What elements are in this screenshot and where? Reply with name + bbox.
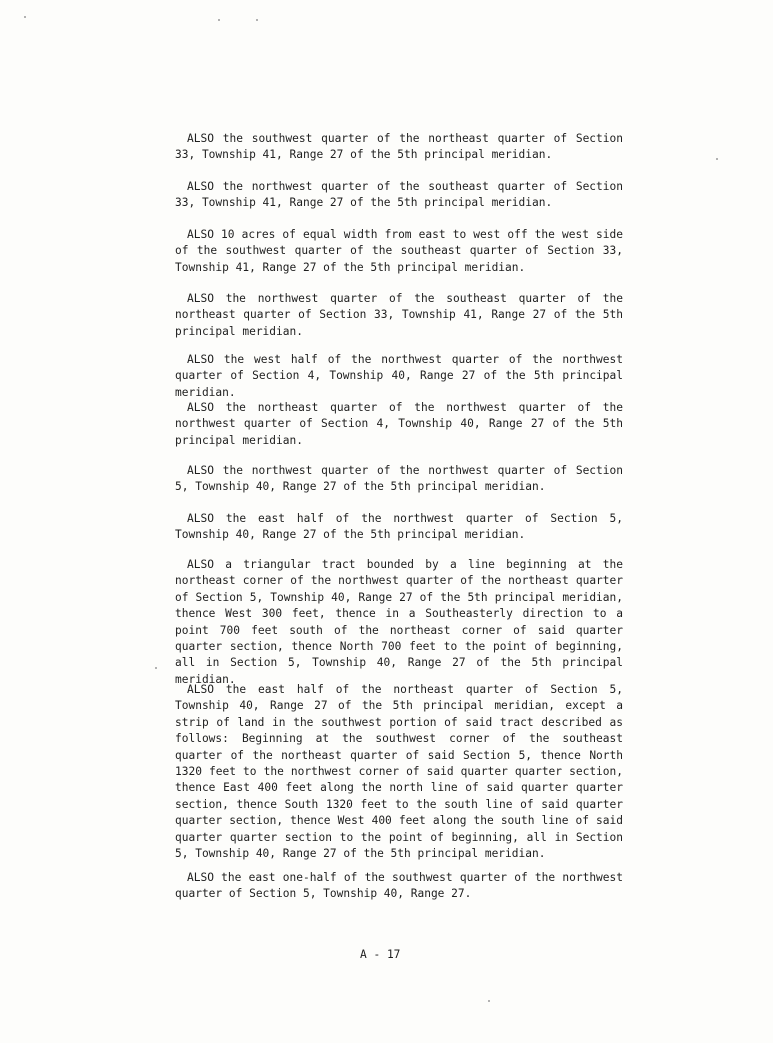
- paragraph: ALSO a triangular tract bounded by a line beginning at the northeast corner of the northwest quarter of the northeast quarter of Section 5, Township 40, Range 27 of the 5th principal meridian, thence West 300 feet, thence in a Southeasterly direction to a point 700 feet south of the northeast corner of said quarter quarter section, thence North 700 feet to the point of beginning, all in Section 5, Township 40, Range 27 of the 5th principal meridian.: [175, 558, 623, 686]
- paragraph: ALSO the east half of the northwest quarter of Section 5, Township 40, Range 27 of the 5th principal meridian.: [175, 512, 623, 542]
- scan-speck: [256, 19, 258, 21]
- paragraph: ALSO 10 acres of equal width from east to west off the west side of the southwest quarter of the southeast quarter of Section 33, Township 41, Range 27 of the 5th principal meridian.: [175, 228, 623, 274]
- paragraph: ALSO the northeast quarter of the northwest quarter of the northwest quarter of Section 4, Township 40, Range 27 of the 5th principal meridian.: [175, 401, 623, 447]
- scan-speck: [716, 158, 718, 160]
- scan-speck: [488, 1000, 490, 1002]
- page-number: A - 17: [360, 948, 401, 961]
- paragraph: ALSO the northwest quarter of the northwest quarter of Section 5, Township 40, Range 27 of the 5th principal meridian.: [175, 464, 623, 494]
- scan-speck: [218, 19, 220, 21]
- paragraph: ALSO the east one-half of the southwest quarter of the northwest quarter of Section 5, Township 40, Range 27.: [175, 871, 623, 901]
- paragraph: ALSO the northwest quarter of the southeast quarter of Section 33, Township 41, Range 27 of the 5th principal meridian.: [175, 180, 623, 210]
- paragraph: ALSO the southwest quarter of the northeast quarter of Section 33, Township 41, Range 27 of the 5th principal meridian.: [175, 132, 623, 162]
- paragraph: ALSO the east half of the northeast quarter of Section 5, Township 40, Range 27 of the 5th principal meridian, except a strip of land in the southwest portion of said tract described as follows: Beginning at the southwest corner of the southeast quarter of the northeast quarter of said Section 5, thence North 1320 feet to the northwest corner of said quarter quarter section, thence East 400 feet along the north line of said quarter quarter section, thence South 1320 feet to the south line of said quarter quarter section, thence West 400 feet along the south line of said quarter quarter section to the point of beginning, all in Section 5, Township 40, Range 27 of the 5th principal meridian.: [175, 683, 623, 861]
- scan-speck: [24, 16, 26, 18]
- paragraph: ALSO the west half of the northwest quarter of the northwest quarter of Section 4, Township 40, Range 27 of the 5th principal meridian.: [175, 353, 623, 399]
- paragraph: ALSO the northwest quarter of the southeast quarter of the northeast quarter of Section 33, Township 41, Range 27 of the 5th principal meridian.: [175, 292, 623, 338]
- scan-speck: [155, 667, 157, 669]
